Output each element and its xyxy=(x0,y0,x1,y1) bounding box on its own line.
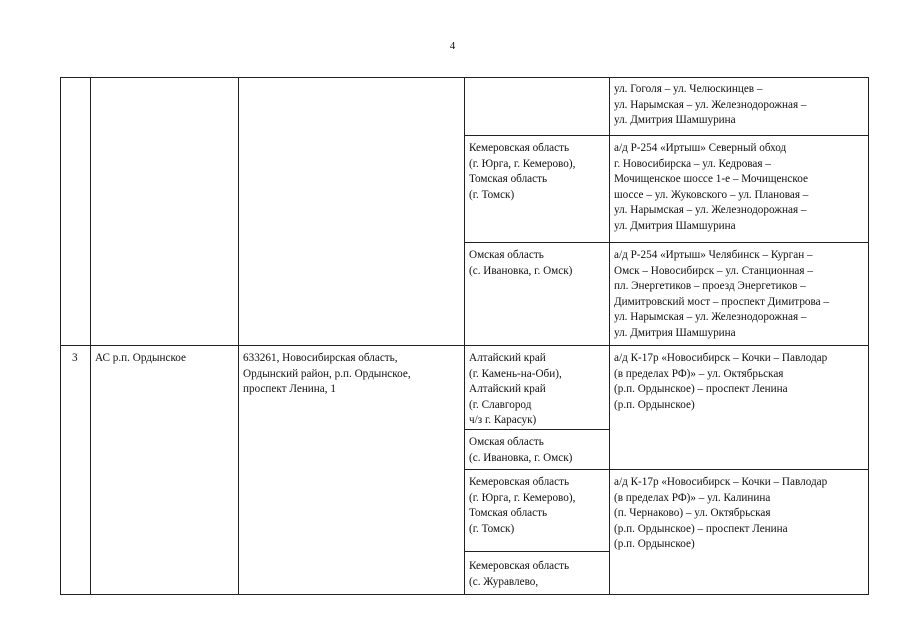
station-address: 633261, Новосибирская область, Ордынский район, р.п. Ордынское, проспект Ленина, 1 xyxy=(243,352,411,396)
page-number: 4 xyxy=(449,40,456,52)
route-cell: ул. Гоголя – ул. Челюскинцев – ул. Нарымская – ул. Железнодорожная – ул. Дмитрия Шамшурина xyxy=(614,83,807,127)
route-cell: а/д Р-254 «Иртыш» Челябинск – Курган – Омск – Новосибирск – ул. Станционная – пл. Энергетиков – проезд Энергетиков – Димитровский мост – проспект Димитрова – ул. Нарымская – ул. Железнодорожная – ул. Дмитрия Шамшурина xyxy=(614,249,830,339)
region-cell: Кемеровская область (с. Журавлево, xyxy=(469,560,570,588)
region-cell: Омская область (с. Ивановка, г. Омск) xyxy=(469,436,573,464)
route-cell: а/д К-17р «Новосибирск – Кочки – Павлодар (в пределах РФ)» – ул. Калинина (п. Чернаково) – ул. Октябрьская (р.п. Ордынское) – проспект Ленина (р.п. Ордынское) xyxy=(614,476,828,551)
region-cell: Омская область (с. Ивановка, г. Омск) xyxy=(469,249,573,277)
row-divider xyxy=(464,242,869,243)
row-divider xyxy=(464,551,609,552)
column-divider xyxy=(60,77,61,595)
row-divider xyxy=(464,135,869,136)
station-name: АС р.п. Ордынское xyxy=(95,352,187,364)
row-divider xyxy=(464,429,609,430)
region-cell: Кемеровская область (г. Юрга, г. Кемерово), Томская область (г. Томск) xyxy=(469,142,576,201)
column-divider xyxy=(90,77,91,595)
column-divider xyxy=(609,77,610,595)
row-divider xyxy=(464,469,869,470)
route-cell: а/д Р-254 «Иртыш» Северный обход г. Новосибирска – ул. Кедровая – Мочищенское шоссе 1-е – Мочищенское шоссе – ул. Жуковского – ул. Плановая – ул. Нарымская – ул. Железнодорожная – ул. Дмитрия Шамшурина xyxy=(614,142,809,232)
column-divider xyxy=(464,77,465,595)
region-cell: Кемеровская область (г. Юрга, г. Кемерово), Томская область (г. Томск) xyxy=(469,476,576,535)
region-cell: Алтайский край (г. Камень-на-Оби), Алтайский край (г. Славгород ч/з г. Карасук) xyxy=(469,352,562,427)
route-cell: а/д К-17р «Новосибирск – Кочки – Павлодар (в пределах РФ)» – ул. Октябрьская (р.п. Ордынское) – проспект Ленина (р.п. Ордынское) xyxy=(614,352,828,411)
row-number: 3 xyxy=(72,352,78,364)
column-divider xyxy=(238,77,239,595)
column-divider xyxy=(868,77,869,595)
